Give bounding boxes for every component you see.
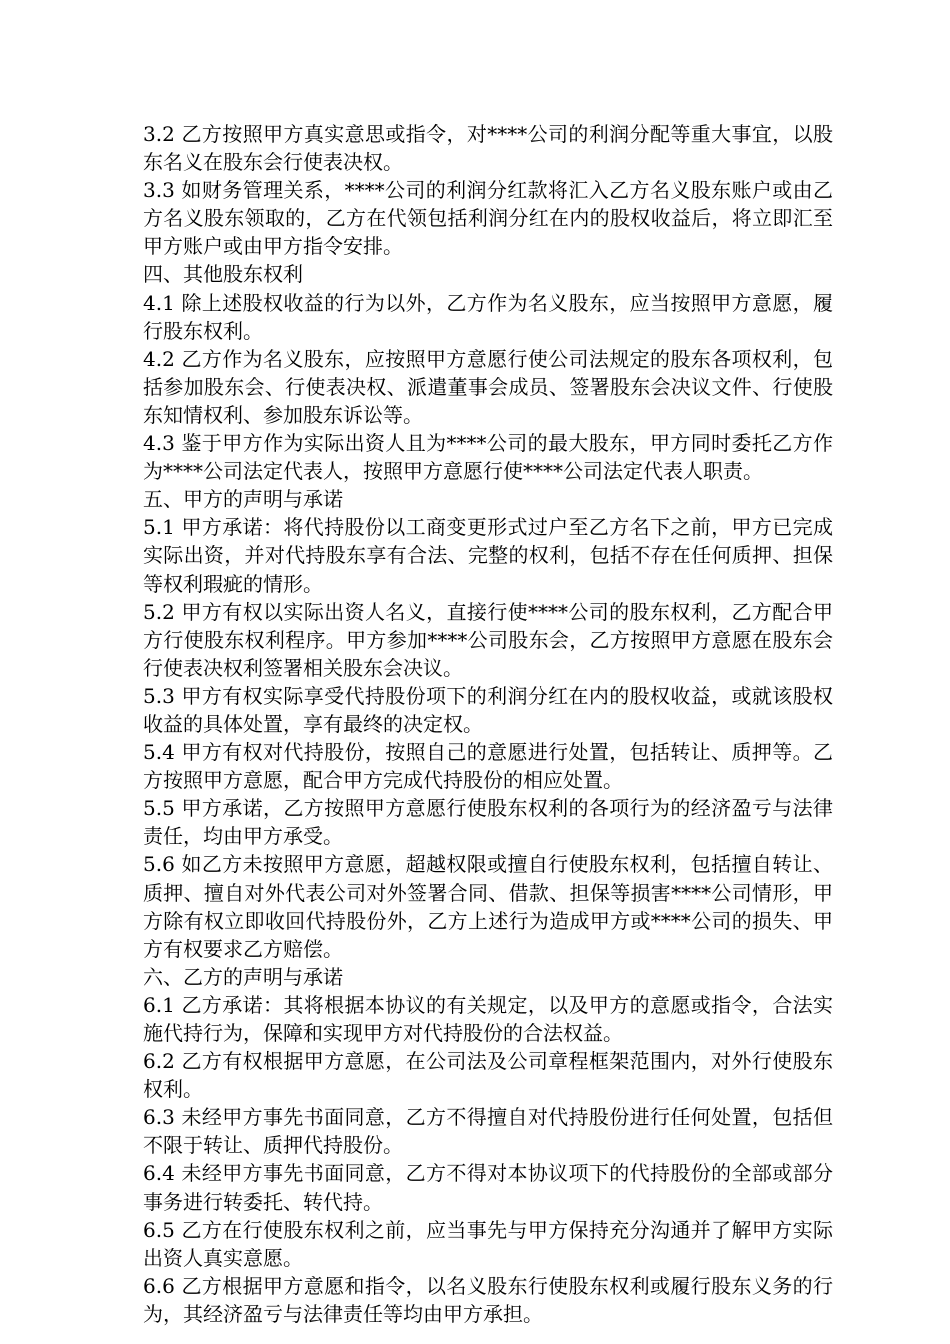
clause-6-6: 6.6 乙方根据甲方意愿和指令，以名义股东行使股东权利或履行股东义务的行为，其经济盈亏与法律责任等均由甲方承担。: [143, 1273, 833, 1326]
clause-5-6: 5.6 如乙方未按照甲方意愿，超越权限或擅自行使股东权利，包括擅自转让、质押、擅自对外代表公司对外签署合同、借款、担保等损害****公司情形，甲方除有权立即收回代持股份外，乙方上述行为造成甲方或****公司的损失、甲方有权要求乙方赔偿。: [143, 852, 833, 961]
clause-5-1: 5.1 甲方承诺：将代持股份以工商变更形式过户至乙方名下之前，甲方已完成实际出资，并对代持股东享有合法、完整的权利，包括不存在任何质押、担保等权利瑕疵的情形。: [143, 515, 833, 596]
section-heading-4: 四、其他股东权利: [143, 262, 303, 287]
clause-5-2: 5.2 甲方有权以实际出资人名义，直接行使****公司的股东权利，乙方配合甲方行使股东权利程序。甲方参加****公司股东会，乙方按照甲方意愿在股东会行使表决权利签署相关股东会决议。: [143, 599, 833, 680]
clause-5-3: 5.3 甲方有权实际享受代持股份项下的利润分红在内的股权收益，或就该股权收益的具体处置，享有最终的决定权。: [143, 683, 833, 736]
clause-5-4: 5.4 甲方有权对代持股份，按照自己的意愿进行处置，包括转让、质押等。乙方按照甲方意愿，配合甲方完成代持股份的相应处置。: [143, 740, 833, 793]
clause-6-5: 6.5 乙方在行使股东权利之前，应当事先与甲方保持充分沟通并了解甲方实际出资人真实意愿。: [143, 1217, 833, 1270]
section-heading-5: 五、甲方的声明与承诺: [143, 487, 343, 512]
clause-6-1: 6.1 乙方承诺：其将根据本协议的有关规定，以及甲方的意愿或指令，合法实施代持行为，保障和实现甲方对代持股份的合法权益。: [143, 992, 833, 1045]
clause-4-2: 4.2 乙方作为名义股东，应按照甲方意愿行使公司法规定的股东各项权利，包括参加股东会、行使表决权、派遣董事会成员、签署股东会决议文件、行使股东知情权利、参加股东诉讼等。: [143, 346, 833, 427]
clause-3-2: 3.2 乙方按照甲方真实意思或指令，对****公司的利润分配等重大事宜，以股东名义在股东会行使表决权。: [143, 122, 833, 175]
clause-6-2: 6.2 乙方有权根据甲方意愿，在公司法及公司章程框架范围内，对外行使股东权利。: [143, 1049, 833, 1102]
clause-4-1: 4.1 除上述股权收益的行为以外，乙方作为名义股东，应当按照甲方意愿，履行股东权利。: [143, 290, 833, 343]
section-heading-6: 六、乙方的声明与承诺: [143, 964, 343, 989]
clause-6-3: 6.3 未经甲方事先书面同意，乙方不得擅自对代持股份进行任何处置，包括但不限于转让、质押代持股份。: [143, 1105, 833, 1158]
clause-6-4: 6.4 未经甲方事先书面同意，乙方不得对本协议项下的代持股份的全部或部分事务进行转委托、转代持。: [143, 1161, 833, 1214]
clause-3-3: 3.3 如财务管理关系，****公司的利润分红款将汇入乙方名义股东账户或由乙方名义股东领取的，乙方在代领包括利润分红在内的股权收益后，将立即汇至甲方账户或由甲方指令安排。: [143, 178, 833, 259]
clause-5-5: 5.5 甲方承诺，乙方按照甲方意愿行使股东权利的各项行为的经济盈亏与法律责任，均由甲方承受。: [143, 796, 833, 849]
document-body: [143, 120, 833, 1328]
clause-4-3: 4.3 鉴于甲方作为实际出资人且为****公司的最大股东，甲方同时委托乙方作为****公司法定代表人，按照甲方意愿行使****公司法定代表人职责。: [143, 431, 833, 484]
